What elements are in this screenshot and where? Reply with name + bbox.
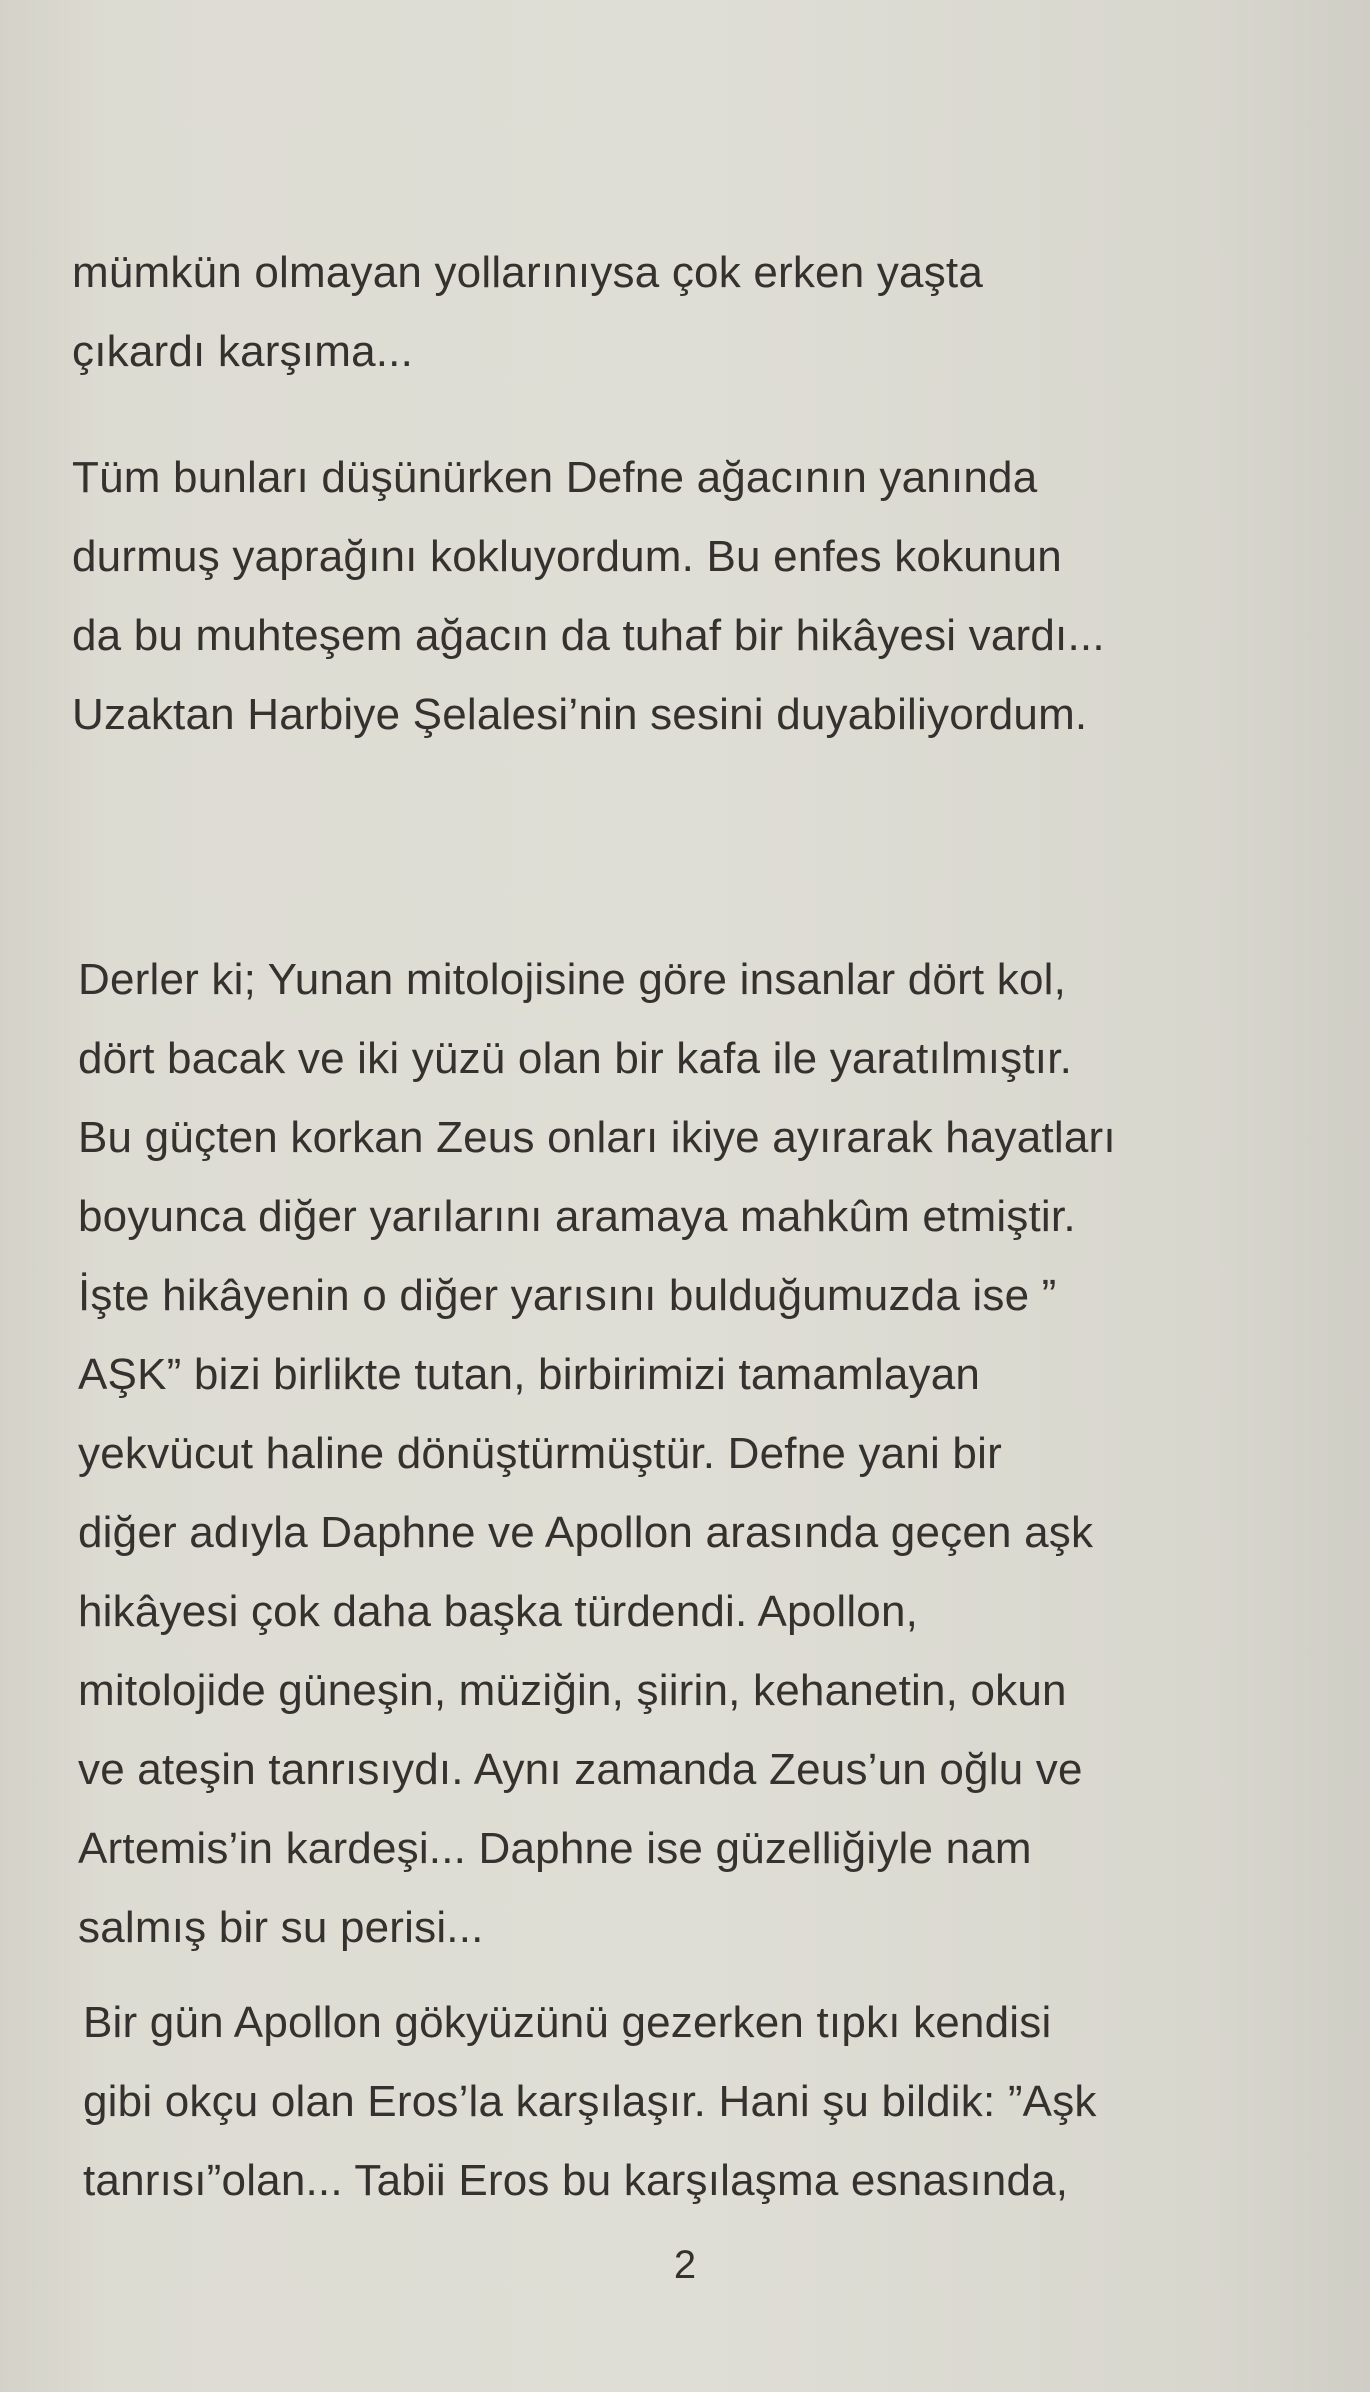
text-line: Artemis’in kardeşi... Daphne ise güzelliğiyle nam: [78, 1824, 1032, 1873]
paragraph-2: [0, 438, 1370, 754]
text-line: tanrısı”olan... Tabii Eros bu karşılaşma esnasında,: [83, 2156, 1069, 2205]
paragraph-3: [0, 940, 1370, 1967]
paragraph-4: [0, 1983, 1370, 2220]
text-line: AŞK” bizi birlikte tutan, birbirimizi tamamlayan: [78, 1350, 981, 1399]
text-line: mitolojide güneşin, müziğin, şiirin, kehanetin, okun: [78, 1666, 1067, 1715]
text-line: yekvücut haline dönüştürmüştür. Defne yani bir: [78, 1429, 1002, 1478]
text-line: İşte hikâyenin o diğer yarısını bulduğumuzda ise ”: [78, 1271, 1057, 1320]
text-line: ve ateşin tanrısıydı. Aynı zamanda Zeus’un oğlu ve: [78, 1745, 1083, 1794]
text-line: Uzaktan Harbiye Şelalesi’nin sesini duyabiliyordum.: [72, 690, 1088, 739]
text-line: da bu muhteşem ağacın da tuhaf bir hikâyesi vardı...: [72, 611, 1105, 660]
text-line: Bu güçten korkan Zeus onları ikiye ayırarak hayatları: [78, 1113, 1116, 1162]
page-number: 2: [673, 2243, 697, 2287]
text-line: boyunca diğer yarılarını aramaya mahkûm etmiştir.: [78, 1192, 1076, 1241]
text-line: salmış bir su perisi...: [78, 1903, 484, 1952]
text-line: Tüm bunları düşünürken Defne ağacının yanında: [72, 453, 1038, 502]
text-line: dört bacak ve iki yüzü olan bir kafa ile yaratılmıştır.: [78, 1034, 1073, 1083]
paragraph-1: [0, 233, 1370, 391]
text-line: Derler ki; Yunan mitolojisine göre insanlar dört kol,: [78, 955, 1067, 1004]
text-line: hikâyesi çok daha başka türdendi. Apollon,: [78, 1587, 919, 1636]
text-line: gibi okçu olan Eros’la karşılaşır. Hani şu bildik: ”Aşk: [83, 2077, 1097, 2126]
text-line: durmuş yaprağını kokluyordum. Bu enfes kokunun: [72, 532, 1062, 581]
text-line: mümkün olmayan yollarınıysa çok erken yaşta: [72, 248, 983, 297]
text-line: çıkardı karşıma...: [72, 327, 414, 376]
text-line: diğer adıyla Daphne ve Apollon arasında geçen aşk: [78, 1508, 1094, 1557]
text-line: Bir gün Apollon gökyüzünü gezerken tıpkı kendisi: [83, 1998, 1052, 2047]
